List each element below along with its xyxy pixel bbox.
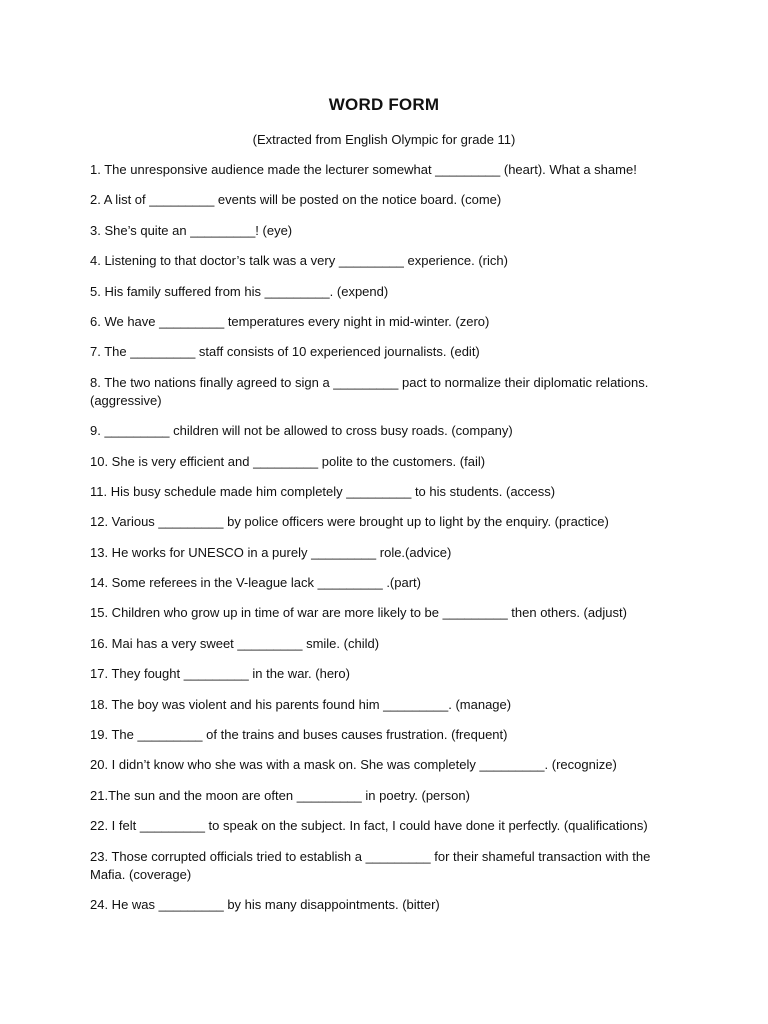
exercise-item: 17. They fought _________ in the war. (hero) [90, 666, 350, 682]
exercise-item: 5. His family suffered from his _________. (expend) [90, 283, 389, 299]
exercise-item: 11. His busy schedule made him completely _________ to his students. (access) [90, 483, 556, 499]
exercise-item: 21.The sun and the moon are often _________ in poetry. (person) [90, 787, 470, 803]
exercise-item: 20. I didn’t know who she was with a mask on. She was completely _________. (recognize) [90, 757, 617, 773]
page-subtitle: (Extracted from English Olympic for grade 11) [252, 132, 516, 147]
exercise-item: 23. Those corrupted officials tried to establish a _________ for their shameful transaction with the Mafia. (coverage) [90, 848, 651, 882]
exercise-item: 18. The boy was violent and his parents found him _________. (manage) [90, 696, 512, 712]
exercise-item: 2. A list of _________ events will be posted on the notice board. (come) [90, 192, 502, 208]
exercise-item: 7. The _________ staff consists of 10 experienced journalists. (edit) [90, 344, 480, 360]
exercise-list [90, 161, 670, 926]
exercise-item: 16. Mai has a very sweet _________ smile. (child) [90, 635, 380, 651]
exercise-item: 4. Listening to that doctor’s talk was a very _________ experience. (rich) [90, 253, 508, 269]
exercise-item: 24. He was _________ by his many disappointments. (bitter) [90, 896, 440, 912]
exercise-item: 1. The unresponsive audience made the lecturer somewhat _________ (heart). What a shame! [90, 162, 637, 177]
exercise-item: 15. Children who grow up in time of war are more likely to be _________ then others. (adjust) [90, 605, 627, 621]
exercise-item: 12. Various _________ by police officers were brought up to light by the enquiry. (practice) [90, 514, 609, 530]
page-title: WORD FORM [328, 95, 440, 114]
exercise-item: 8. The two nations finally agreed to sign a _________ pact to normalize their diplomatic relations. (aggressive) [90, 374, 649, 408]
exercise-item: 10. She is very efficient and _________ polite to the customers. (fail) [90, 453, 486, 469]
exercise-item: 13. He works for UNESCO in a purely _________ role.(advice) [90, 544, 452, 560]
exercise-item: 22. I felt _________ to speak on the subject. In fact, I could have done it perfectly. (qualifications) [90, 818, 648, 834]
exercise-item: 3. She’s quite an _________! (eye) [90, 222, 293, 238]
exercise-item: 9. _________ children will not be allowed to cross busy roads. (company) [90, 423, 513, 439]
exercise-item: 19. The _________ of the trains and buses causes frustration. (frequent) [90, 727, 508, 743]
exercise-item: 6. We have _________ temperatures every night in mid-winter. (zero) [90, 313, 490, 329]
exercise-item: 14. Some referees in the V-league lack _________ .(part) [90, 575, 421, 591]
